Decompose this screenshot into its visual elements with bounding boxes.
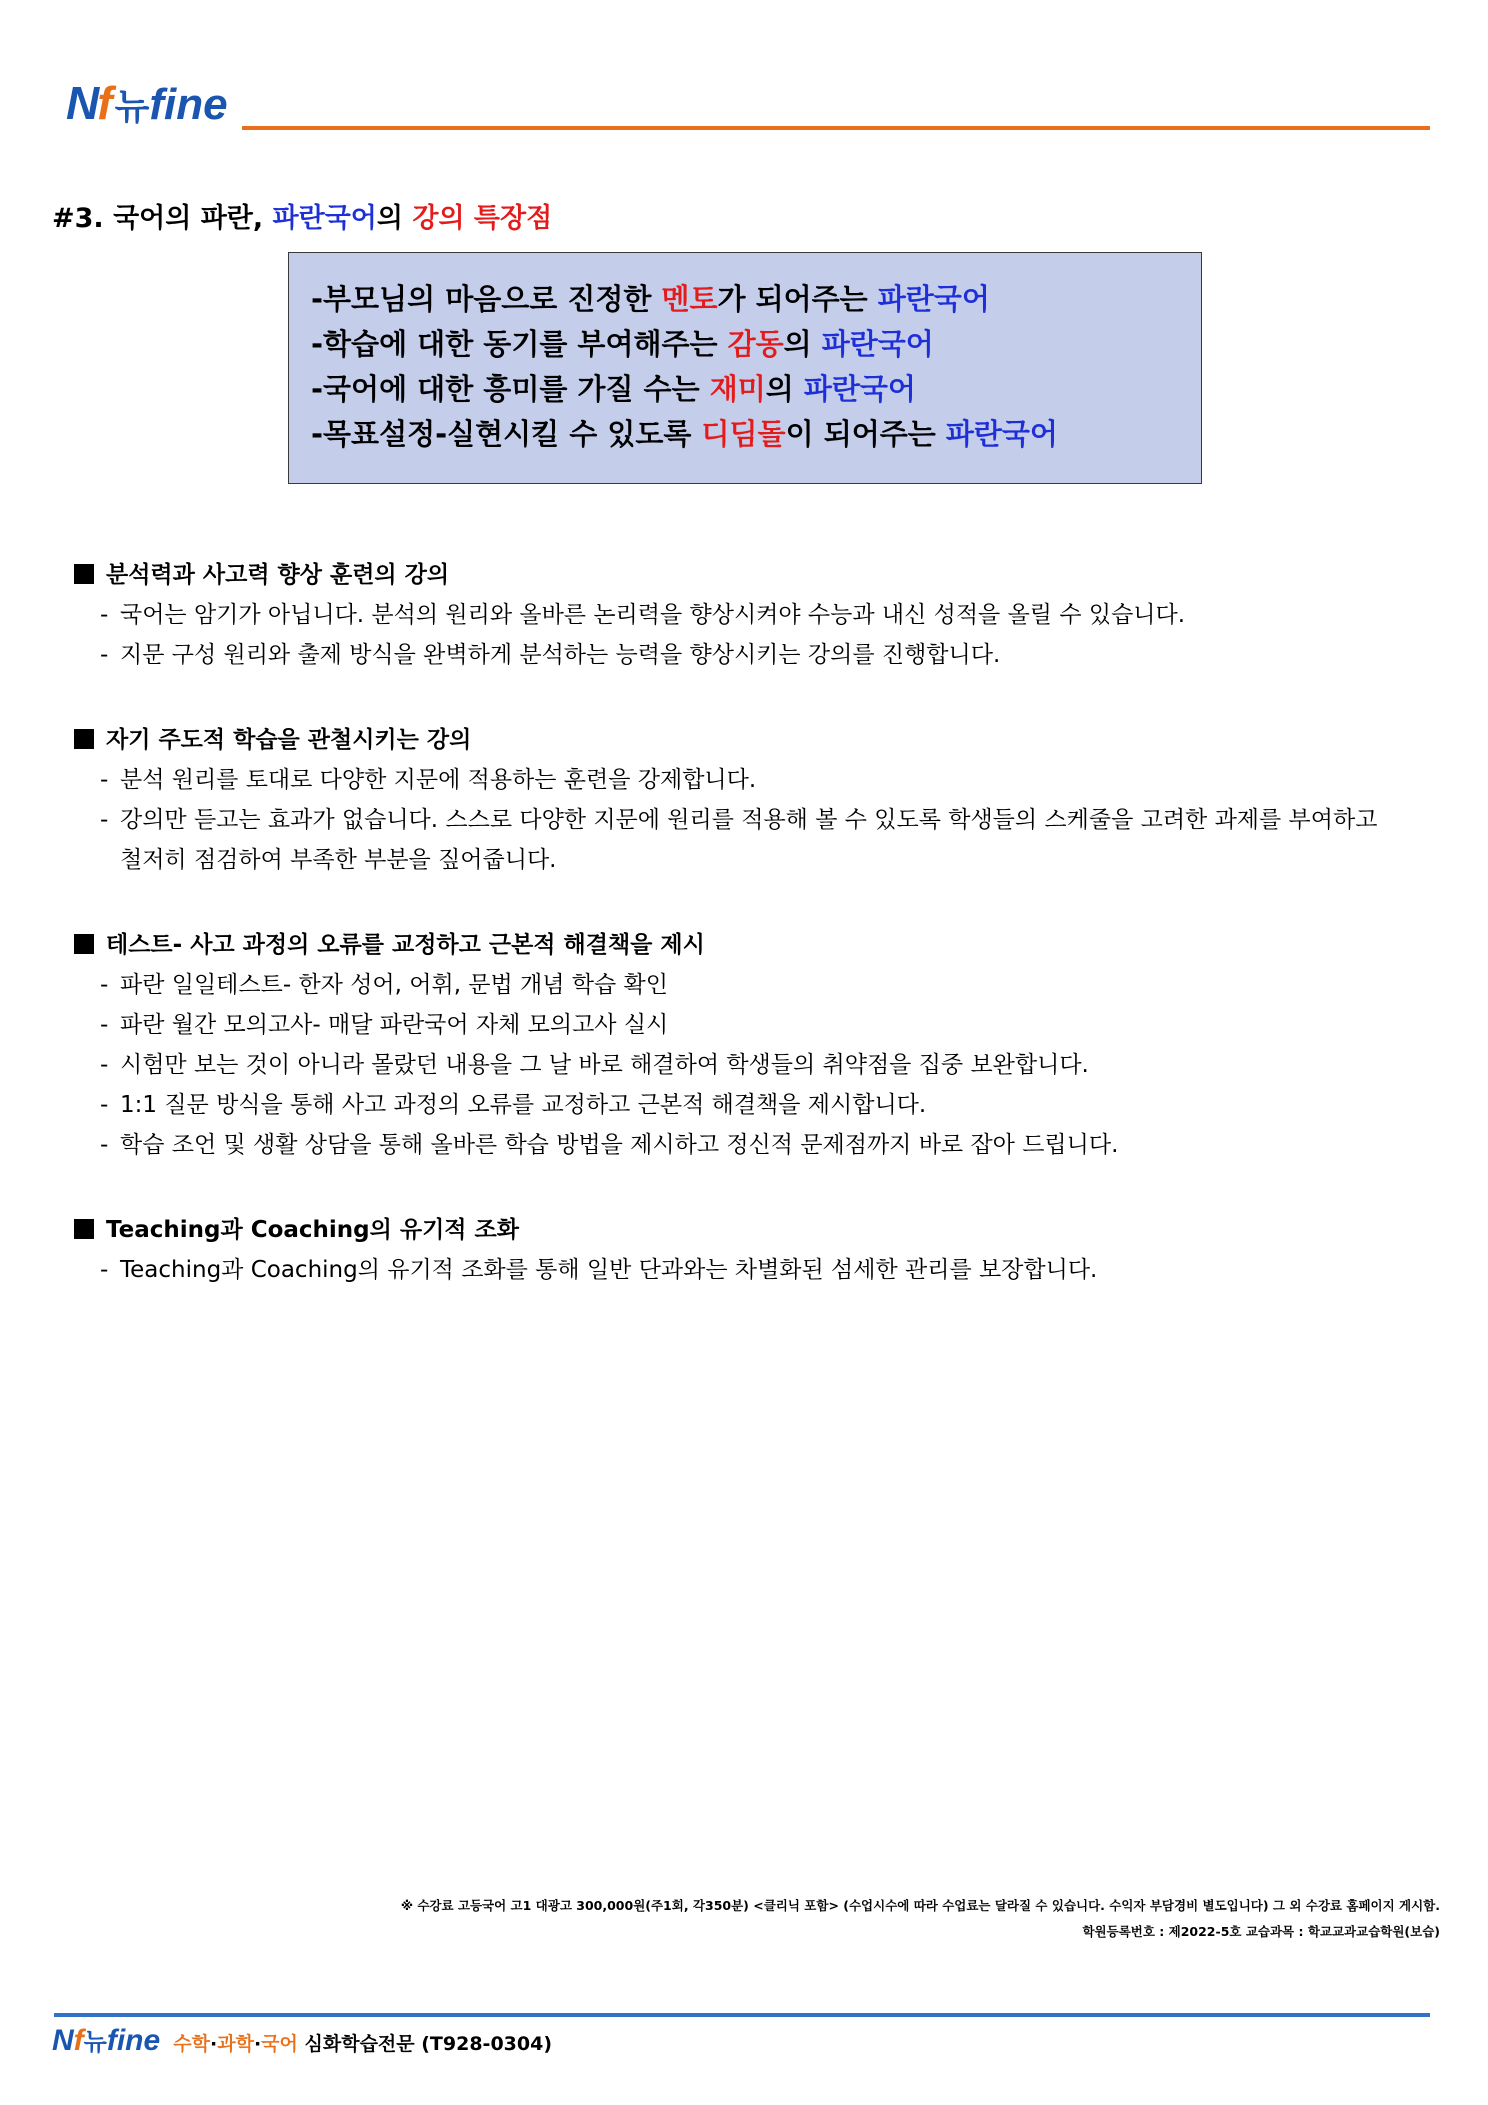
logo-mark: Nf xyxy=(66,77,111,129)
section-title: #3. 국어의 파란, 파란국어의 강의 특장점 xyxy=(52,203,553,234)
list-item: - 파란 일일테스트- 한자 성어, 어휘, 문법 개념 학습 확인 xyxy=(100,972,668,998)
highlight-line: -목표설정-실현시킬 수 있도록 디딤돌이 되어주는 파란국어 xyxy=(311,417,1058,451)
logo-korean: 뉴 xyxy=(114,87,150,128)
header-logo xyxy=(66,76,228,146)
list-item: - 강의만 듣고는 효과가 없습니다. 스스로 다양한 지문에 원리를 적용해 볼 수 있도록 학생들의 스케줄을 고려한 과제를 부여하고 철저히 점검하여 부족한 부분을 짚어줍니다. xyxy=(100,807,1378,873)
registration-note: 학원등록번호 : 제2022-5호 교습과목 : 학교교과교습학원(보습) xyxy=(1082,1924,1440,1939)
header-divider xyxy=(242,126,1430,130)
fee-note: ※ 수강료 고등국어 고1 대광고 300,000원(주1회, 각350분) <클리닉 포함> (수업시수에 따라 수업료는 달라질 수 있습니다. 수익자 부담경비 별도입니다) 그 외 수강료 홈페이지 게시함. xyxy=(400,1898,1440,1913)
footer-divider xyxy=(54,2013,1430,2017)
section-analysis xyxy=(74,555,1414,675)
footer-logo: Nf뉴fine xyxy=(52,2024,161,2057)
section-self-directed xyxy=(74,720,1414,880)
section-heading: Teaching과 Coaching의 유기적 조화 xyxy=(74,1210,1414,1250)
logo-fine: fine xyxy=(149,80,228,129)
footer xyxy=(52,2022,552,2062)
square-bullet-icon xyxy=(74,729,94,749)
section-heading: 테스트- 사고 과정의 오류를 교정하고 근본적 해결책을 제시 xyxy=(74,925,1414,965)
highlight-line: -학습에 대한 동기를 부여해주는 감동의 파란국어 xyxy=(311,327,934,361)
list-item: - 시험만 보는 것이 아니라 몰랐던 내용을 그 날 바로 해결하여 학생들의 취약점을 집중 보완합니다. xyxy=(100,1052,1089,1078)
list-item: - 학습 조언 및 생활 상담을 통해 올바른 학습 방법을 제시하고 정신적 문제점까지 바로 잡아 드립니다. xyxy=(100,1132,1119,1158)
section-heading: 분석력과 사고력 향상 훈련의 강의 xyxy=(74,555,1414,595)
section-teaching-coaching xyxy=(74,1210,1414,1290)
list-item: - 지문 구성 원리와 출제 방식을 완벽하게 분석하는 능력을 향상시키는 강의를 진행합니다. xyxy=(100,642,1001,668)
list-item: - 분석 원리를 토대로 다양한 지문에 적용하는 훈련을 강제합니다. xyxy=(100,767,757,793)
content-body xyxy=(74,555,1414,1335)
list-item: - Teaching과 Coaching의 유기적 조화를 통해 일반 단과와는 차별화된 섬세한 관리를 보장합니다. xyxy=(100,1257,1098,1283)
square-bullet-icon xyxy=(74,934,94,954)
footer-tagline: 수학·과학·국어 심화학습전문 (T928-0304) xyxy=(173,2033,553,2055)
highlight-line: -국어에 대한 흥미를 가질 수는 재미의 파란국어 xyxy=(311,372,916,406)
highlight-box xyxy=(288,252,1202,484)
section-test xyxy=(74,925,1414,1165)
section-heading: 자기 주도적 학습을 관철시키는 강의 xyxy=(74,720,1414,760)
list-item: - 파란 월간 모의고사- 매달 파란국어 자체 모의고사 실시 xyxy=(100,1012,669,1038)
list-item: - 국어는 암기가 아닙니다. 분석의 원리와 올바른 논리력을 향상시켜야 수능과 내신 성적을 올릴 수 있습니다. xyxy=(100,602,1186,628)
square-bullet-icon xyxy=(74,1219,94,1239)
highlight-line: -부모님의 마음으로 진정한 멘토가 되어주는 파란국어 xyxy=(311,282,990,316)
square-bullet-icon xyxy=(74,564,94,584)
list-item: - 1:1 질문 방식을 통해 사고 과정의 오류를 교정하고 근본적 해결책을 제시합니다. xyxy=(100,1092,927,1118)
